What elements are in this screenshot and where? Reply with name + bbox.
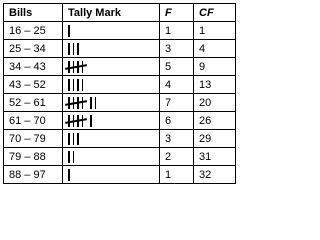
tally-stroke: [77, 43, 79, 55]
cell-frequency: 4: [160, 76, 194, 94]
cell-cumulative-frequency: 29: [194, 130, 236, 148]
cell-frequency: 2: [160, 148, 194, 166]
cell-tally-mark: [63, 22, 160, 40]
cell-tally-mark: [63, 130, 160, 148]
cell-cumulative-frequency: 13: [194, 76, 236, 94]
cell-frequency: 3: [160, 40, 194, 58]
cell-tally-mark: [63, 40, 160, 58]
tally-marks: [68, 150, 77, 164]
tally-stroke: [73, 151, 75, 163]
cell-cumulative-frequency: 1: [194, 22, 236, 40]
cell-cumulative-frequency: 26: [194, 112, 236, 130]
cell-frequency: 6: [160, 112, 194, 130]
table-row: [4, 148, 236, 166]
tally-stroke: [73, 79, 75, 91]
tally-stroke: [90, 97, 92, 109]
cell-bills: 61 – 70: [4, 112, 63, 130]
tally-marks: [68, 168, 73, 182]
cell-tally-mark: [63, 94, 160, 112]
cell-cumulative-frequency: 9: [194, 58, 236, 76]
cell-bills: 34 – 43: [4, 58, 63, 76]
tally-group-of-five: [68, 61, 86, 73]
tally-stroke: [68, 133, 70, 145]
tally-marks: [68, 60, 90, 74]
table-body: [4, 22, 236, 184]
table-row: [4, 112, 236, 130]
tally-marks: [68, 78, 86, 92]
table-row: [4, 166, 236, 184]
cell-frequency: 1: [160, 166, 194, 184]
tally-marks: [68, 42, 82, 56]
tally-marks: [68, 114, 95, 128]
tally-stroke: [73, 133, 75, 145]
frequency-table: [3, 3, 236, 184]
table-row: [4, 130, 236, 148]
cell-bills: 16 – 25: [4, 22, 63, 40]
cell-bills: 79 – 88: [4, 148, 63, 166]
cell-tally-mark: [63, 58, 160, 76]
header-bills: Bills: [4, 4, 63, 22]
cell-tally-mark: [63, 76, 160, 94]
table-row: [4, 22, 236, 40]
cell-bills: 70 – 79: [4, 130, 63, 148]
frequency-table-wrapper: [3, 3, 236, 184]
tally-stroke: [73, 43, 75, 55]
tally-marks: [68, 132, 82, 146]
tally-stroke: [82, 115, 84, 127]
tally-stroke: [68, 79, 70, 91]
header-cumulative-frequency: CF: [194, 4, 236, 22]
cell-tally-mark: [63, 112, 160, 130]
tally-stroke: [82, 61, 84, 73]
tally-stroke: [82, 79, 84, 91]
header-row: [4, 4, 236, 22]
cell-cumulative-frequency: 31: [194, 148, 236, 166]
cell-frequency: 7: [160, 94, 194, 112]
table-row: [4, 94, 236, 112]
cell-frequency: 1: [160, 22, 194, 40]
cell-cumulative-frequency: 32: [194, 166, 236, 184]
tally-stroke: [68, 151, 70, 163]
cell-bills: 25 – 34: [4, 40, 63, 58]
cell-cumulative-frequency: 4: [194, 40, 236, 58]
tally-stroke: [68, 169, 70, 181]
tally-marks: [68, 96, 99, 110]
tally-stroke: [90, 115, 92, 127]
cell-frequency: 3: [160, 130, 194, 148]
cell-tally-mark: [63, 148, 160, 166]
tally-stroke: [68, 25, 70, 37]
tally-stroke: [77, 79, 79, 91]
cell-bills: 43 – 52: [4, 76, 63, 94]
tally-group-of-five: [68, 115, 86, 127]
tally-stroke: [95, 97, 97, 109]
tally-marks: [68, 24, 73, 38]
table-row: [4, 76, 236, 94]
tally-group-of-five: [68, 97, 86, 109]
tally-stroke: [82, 97, 84, 109]
cell-tally-mark: [63, 166, 160, 184]
header-tally-mark: Tally Mark: [63, 4, 160, 22]
table-row: [4, 40, 236, 58]
cell-frequency: 5: [160, 58, 194, 76]
cell-bills: 52 – 61: [4, 94, 63, 112]
tally-stroke: [68, 43, 70, 55]
cell-bills: 88 – 97: [4, 166, 63, 184]
header-frequency: F: [160, 4, 194, 22]
cell-cumulative-frequency: 20: [194, 94, 236, 112]
tally-stroke: [77, 133, 79, 145]
table-row: [4, 58, 236, 76]
